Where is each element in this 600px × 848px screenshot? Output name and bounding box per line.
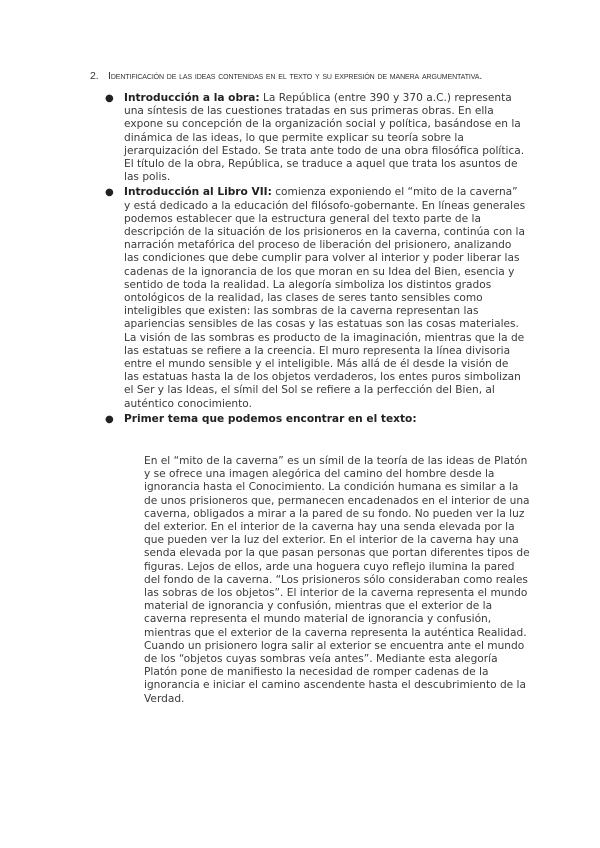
section-heading [90,70,560,82]
item-text: La República (entre 390 y 370 a.C.) representa una síntesis de las cuestiones tratadas en sus primeras obras. En ella expone su concepción de la organización social y política, basándose en la dinámica de las ideas, lo que permite explicar su teoría sobre la jerarquización del Estado. Se trata ante todo de una obra filosófica política. El título de la obra, República, se traduce a aquel que trata los asuntos de las polis. [124,92,525,184]
bullet-icon: ● [105,93,114,104]
section-number: 2. [90,70,99,82]
body-paragraph: En el “mito de la caverna” es un símil de la teoría de las ideas de Platón y se ofrece una imagen alegórica del camino del hombre desde la ignorancia hasta el Conocimiento. La condición humana es similar a la de unos prisioneros que, permanecen encadenados en el interior de una caverna, obligados a mirar a la pared de su fondo. No pueden ver la luz del exterior. En el interior de la caverna hay una senda elevada por la que pueden ver la luz del exterior. En el interior de la caverna hay una senda elevada por la que pasan personas que portan diferentes tipos de figuras. Lejos de ellos, arde una hoguera cuyo reflejo ilumina la pared del fondo de la caverna. “Los prisioneros sólo consideraban como reales las sobras de los objetos”. El interior de la caverna representa el mundo material de ignorancia y confusión, mientras que el exterior de la caverna representa el mundo material de ignorancia y confusión, mientras que el exterior de la caverna representa la auténtica Realidad. Cuando un prisionero logra salir al exterior se encuentra ante el mundo de los “objetos cuyas sombras veía antes”. Mediante esta alegoría Platón pone de manifiesto la necesidad de romper cadenas de la ignorancia e iniciar el camino ascendente hasta el descubrimiento de la Verdad. [144,455,530,705]
item-lead: Introducción a la obra: [124,92,260,104]
item-lead: Primer tema que podemos encontrar en el texto: [124,412,417,425]
list-item [105,92,526,184]
bullet-icon: ● [105,413,114,425]
section-title: Identificación de las ideas contenidas en el texto y su expresión de manera argumentativa. [108,70,483,82]
item-text: comienza exponiendo el “mito de la caverna” y está dedicado a la educación del filósofo-gobernante. En líneas generales podemos establecer que la estructura general del texto parte de la descripción de la situación de los prisioneros en la caverna, continúa con la narración metafórica del proceso de liberación del prisionero, analizando las condiciones que debe cumplir para volver al interior y poder liberar las cadenas de la ignorancia de los que moran en su Idea del Bien, esencia y sentido de toda la realidad. La alegoría simboliza los distintos grados ontológicos de la realidad, las clases de seres tanto sensibles como inteligibles que existen: las sombras de la caverna representan las apariencias sensibles de las cosas y las estatuas son las cosas materiales. La visión de las sombras es producto de la imaginación, mientras que la de las estatuas se refiere a la creencia. El muro representa la línea divisoria entre el mundo sensible y el inteligible. Más allá de él desde la visión de las estatuas hasta la de los objetos verdaderos, los entes puros simbolizan el Ser y las Ideas, el símil del Sol se refiere a la perfección del Bien, al auténtico conocimiento. [124,186,526,410]
list-item [105,186,526,410]
bullet-list [105,92,526,428]
bullet-icon: ● [105,187,114,199]
item-lead: Introducción al Libro VII: [124,186,272,199]
list-item [105,412,526,426]
